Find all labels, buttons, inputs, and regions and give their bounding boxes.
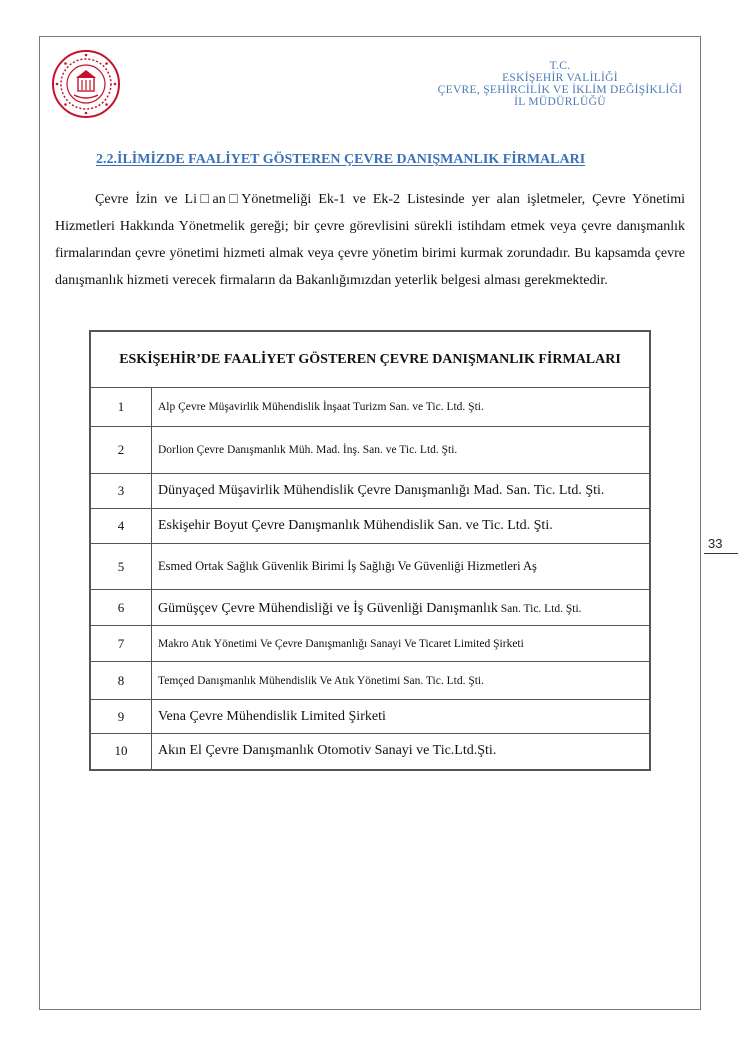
row-number: 8 [90,662,152,700]
header-line-directorate: İL MÜDÜRLÜĞÜ [514,96,606,108]
intro-paragraph: Çevre İzin ve Li□an□Yönetmeliği Ek-1 ve Ek-2 Listesinde yer alan işletmeler, Çevre Yönetimi Hizmetleri Hakkında Yönetmelik gereği; bir çevre görevlisini sürekli istihdam etmek veya çevre danışmanlık firmalarından çevre yönetimi hizmeti almak veya çevre yönetim birimi kurmak zorundadır. Bu kapsamda çevre danışmanlık hizmeti verecek firmaların da Bakanlığımızdan yeterlik belgesi alması gerekmektedir. [55,192,685,288]
firm-name: Dorlion Çevre Danışmanlık Müh. Mad. İnş. San. ve Tic. Ltd. Şti. [152,427,651,474]
firm-name: Alp Çevre Müşavirlik Mühendislik İnşaat Turizm San. ve Tic. Ltd. Şti. [152,388,651,427]
page-number: 33 [704,536,738,554]
header-line-tc: T.C. [549,60,571,72]
table-row [90,734,650,770]
firm-name [152,590,651,626]
row-number: 1 [90,388,152,427]
row-number: 10 [90,734,152,770]
firm-name: Dünyaçed Müşavirlik Mühendislik Çevre Danışmanlığı Mad. San. Tic. Ltd. Şti. [152,474,651,509]
firm-name: Eskişehir Boyut Çevre Danışmanlık Mühendislik San. ve Tic. Ltd. Şti. [152,509,651,544]
table-row [90,626,650,662]
row-number: 6 [90,590,152,626]
row-number: 7 [90,626,152,662]
row-number: 5 [90,544,152,590]
table-row [90,662,650,700]
row-number: 9 [90,700,152,734]
firm-name-suffix: San. Tic. Ltd. Şti. [497,602,582,615]
table-row [90,474,650,509]
firm-name: Temçed Danışmanlık Mühendislik Ve Atık Yönetimi San. Tic. Ltd. Şti. [152,662,651,700]
firm-name: Makro Atık Yönetimi Ve Çevre Danışmanlığı Sanayi Ve Ticaret Limited Şirketi [152,626,651,662]
table-row [90,388,650,427]
firm-name: Vena Çevre Mühendislik Limited Şirketi [152,700,651,734]
row-number: 2 [90,427,152,474]
header-institution [380,60,740,108]
table-row [90,590,650,626]
table-header-row [90,331,650,388]
firm-name: Esmed Ortak Sağlık Güvenlik Birimi İş Sağlığı Ve Güvenliği Hizmetleri Aş [152,544,651,590]
header-line-ministry: ÇEVRE, ŞEHİRCİLİK VE İKLİM DEĞİŞİKLİĞİ [437,84,683,96]
row-number: 3 [90,474,152,509]
header-line-governorship: ESKİŞEHİR VALİLİĞİ [502,72,618,84]
row-number: 4 [90,509,152,544]
table-title: ESKİŞEHİR’DE FAALİYET GÖSTEREN ÇEVRE DANIŞMANLIK FİRMALARI [90,331,650,388]
table-row [90,509,650,544]
table-row [90,544,650,590]
section-heading: 2.2.İLİMİZDE FAALİYET GÖSTEREN ÇEVRE DANIŞMANLIK FİRMALARI [96,152,586,167]
firms-table [89,330,651,771]
firm-name: Akın El Çevre Danışmanlık Otomotiv Sanayi ve Tic.Ltd.Şti. [152,734,651,770]
ministry-seal-icon [51,49,121,119]
firm-name-main: Gümüşçev Çevre Mühendisliği ve İş Güvenliği Danışmanlık [158,600,498,616]
table-row [90,427,650,474]
table-row [90,700,650,734]
